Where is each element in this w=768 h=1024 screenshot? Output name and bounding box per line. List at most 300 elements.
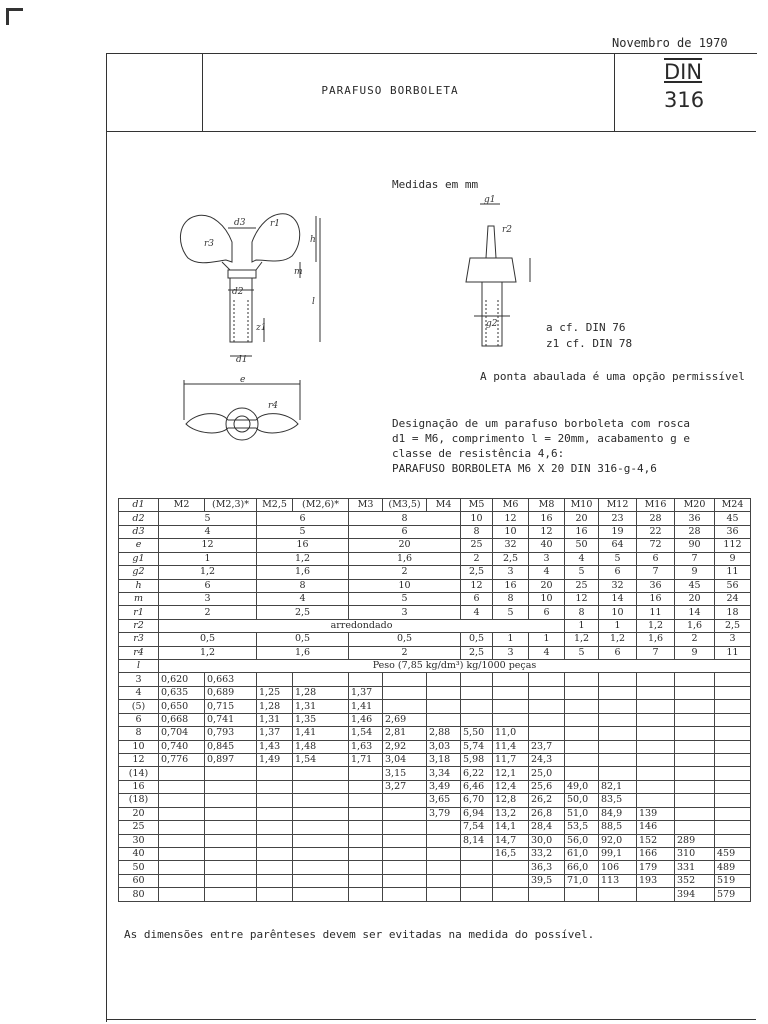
dimension-cell: 10 — [461, 512, 493, 525]
weight-cell — [293, 794, 349, 807]
dimension-cell: 23 — [599, 512, 637, 525]
dimension-cell: 12 — [159, 539, 257, 552]
weight-cell — [493, 874, 529, 887]
dimension-cell: 36 — [637, 579, 675, 592]
dimension-cell: 6 — [257, 512, 349, 525]
weight-cell: 331 — [675, 861, 715, 874]
size-header: M10 — [565, 499, 599, 512]
weight-cell: 1,46 — [349, 713, 383, 726]
document-title: PARAFUSO BORBOLETA — [321, 84, 459, 97]
label-r2: r2 — [502, 225, 513, 235]
dimension-cell: 22 — [637, 525, 675, 538]
weight-cell: 0,715 — [205, 700, 257, 713]
weight-cell — [427, 861, 461, 874]
weight-cell — [257, 821, 293, 834]
table-row — [119, 700, 751, 713]
weight-cell: 0,793 — [205, 727, 257, 740]
weight-cell — [565, 727, 599, 740]
dimension-cell: 20 — [565, 512, 599, 525]
dimension-cell: 2 — [159, 606, 257, 619]
size-header: M2 — [159, 499, 205, 512]
dimension-cell: 1,6 — [675, 619, 715, 632]
dimension-cell: 1,2 — [599, 633, 637, 646]
dimension-cell: 1,6 — [257, 646, 349, 659]
dimension-cell: 2 — [675, 633, 715, 646]
table-row — [119, 579, 751, 592]
dimension-cell: 5 — [349, 592, 461, 605]
weight-cell — [205, 794, 257, 807]
dimension-cell: 36 — [675, 512, 715, 525]
dimension-cell: 1,6 — [637, 633, 675, 646]
weight-cell — [257, 874, 293, 887]
row-symbol: d3 — [119, 525, 159, 538]
length-cell: 10 — [119, 740, 159, 753]
label-r4: r4 — [268, 401, 279, 411]
dimension-cell: 1,6 — [349, 552, 461, 565]
weight-cell — [675, 780, 715, 793]
dimension-cell: 16 — [565, 525, 599, 538]
table-row — [119, 807, 751, 820]
dimension-cell: arredondado — [159, 619, 565, 632]
table-row — [119, 794, 751, 807]
size-header: M4 — [427, 499, 461, 512]
weight-cell — [349, 821, 383, 834]
weight-cell — [159, 807, 205, 820]
length-cell: 60 — [119, 874, 159, 887]
label-g1: g1 — [484, 195, 496, 205]
size-header: M16 — [637, 499, 675, 512]
row-symbol: r4 — [119, 646, 159, 659]
dimension-cell: 3 — [493, 566, 529, 579]
weight-cell — [461, 847, 493, 860]
length-cell: (18) — [119, 794, 159, 807]
weight-cell — [599, 700, 637, 713]
length-cell: 40 — [119, 847, 159, 860]
weight-cell: 6,70 — [461, 794, 493, 807]
dimension-cell: 45 — [715, 512, 751, 525]
dimension-cell: 11 — [715, 646, 751, 659]
weight-cell — [715, 780, 751, 793]
label-d3: d3 — [234, 218, 246, 228]
dimension-cell: 12 — [461, 579, 493, 592]
weight-cell — [293, 874, 349, 887]
weight-cell: 11,0 — [493, 727, 529, 740]
row-symbol: e — [119, 539, 159, 552]
weight-cell — [493, 673, 529, 686]
weight-cell — [427, 847, 461, 860]
weight-cell: 5,74 — [461, 740, 493, 753]
dimension-cell: 11 — [715, 566, 751, 579]
label-d2: d2 — [232, 287, 244, 297]
dimension-cell: 5 — [493, 606, 529, 619]
row-symbol: g1 — [119, 552, 159, 565]
designation-line: d1 = M6, comprimento l = 20mm, acabamento g e — [392, 432, 691, 445]
weight-cell — [383, 673, 427, 686]
length-cell: 6 — [119, 713, 159, 726]
table-row — [119, 686, 751, 699]
weight-cell: 6,94 — [461, 807, 493, 820]
dimension-cell: 2,5 — [461, 646, 493, 659]
size-header: (M2,6)* — [293, 499, 349, 512]
table-row — [119, 660, 751, 673]
weight-cell: 3,49 — [427, 780, 461, 793]
weight-cell — [159, 834, 205, 847]
tip-note: A ponta abaulada é uma opção permissível — [480, 370, 745, 383]
weight-cell — [205, 780, 257, 793]
table-row — [119, 539, 751, 552]
dimension-cell: 10 — [493, 525, 529, 538]
table-row — [119, 727, 751, 740]
dimension-cell: 6 — [159, 579, 257, 592]
weight-cell: 193 — [637, 874, 675, 887]
dimension-cell: 6 — [599, 566, 637, 579]
weight-cell: 56,0 — [565, 834, 599, 847]
row-symbol: d2 — [119, 512, 159, 525]
weight-cell: 25,6 — [529, 780, 565, 793]
dimension-cell: 16 — [529, 512, 565, 525]
weight-cell: 53,5 — [565, 821, 599, 834]
weight-cell: 310 — [675, 847, 715, 860]
table-row — [119, 821, 751, 834]
weight-cell — [461, 700, 493, 713]
dimension-cell: 3 — [715, 633, 751, 646]
dimension-cell: 8 — [493, 592, 529, 605]
weight-cell — [675, 673, 715, 686]
din-number: 316 — [664, 88, 705, 112]
weight-cell — [637, 888, 675, 902]
weight-cell: 11,7 — [493, 754, 529, 767]
dimension-cell: 2 — [349, 566, 461, 579]
weight-cell: 1,41 — [293, 727, 349, 740]
dimension-cell: 8 — [349, 512, 461, 525]
weight-cell: 2,88 — [427, 727, 461, 740]
weight-cell — [383, 807, 427, 820]
weight-cell — [383, 821, 427, 834]
dimension-cell: 4 — [529, 566, 565, 579]
dimension-cell: 12 — [493, 512, 529, 525]
weight-cell — [461, 713, 493, 726]
weight-cell — [637, 727, 675, 740]
weight-cell — [293, 807, 349, 820]
weight-cell: 3,04 — [383, 754, 427, 767]
dimension-cell: 2,5 — [493, 552, 529, 565]
weight-cell — [461, 874, 493, 887]
weight-cell: 1,37 — [257, 727, 293, 740]
ref-din-78: z1 cf. DIN 78 — [546, 337, 633, 350]
label-h: h — [310, 235, 316, 245]
weight-cell: 489 — [715, 861, 751, 874]
weight-cell: 14,1 — [493, 821, 529, 834]
length-cell: 3 — [119, 673, 159, 686]
weight-cell: 1,35 — [293, 713, 349, 726]
weight-cell — [461, 686, 493, 699]
dimension-cell: 16 — [257, 539, 349, 552]
dimension-cell: 50 — [565, 539, 599, 552]
dimension-cell: 4 — [257, 592, 349, 605]
weight-cell — [675, 686, 715, 699]
weight-cell — [293, 767, 349, 780]
dimension-cell: 14 — [675, 606, 715, 619]
dimension-cell: 2,5 — [257, 606, 349, 619]
length-cell: 4 — [119, 686, 159, 699]
weight-cell: 3,65 — [427, 794, 461, 807]
table-row — [119, 552, 751, 565]
weight-cell: 12,1 — [493, 767, 529, 780]
size-header: M3 — [349, 499, 383, 512]
row-symbol: r1 — [119, 606, 159, 619]
dimension-cell: 6 — [349, 525, 461, 538]
weight-cell — [205, 767, 257, 780]
row-symbol: d1 — [119, 499, 159, 512]
weight-cell — [293, 834, 349, 847]
table-row — [119, 512, 751, 525]
weight-cell: 1,41 — [349, 700, 383, 713]
weight-cell — [257, 807, 293, 820]
weight-cell — [675, 727, 715, 740]
dimension-cell: 5 — [565, 646, 599, 659]
dimension-cell: 1,2 — [637, 619, 675, 632]
weight-cell: 1,28 — [257, 700, 293, 713]
dimension-table — [118, 498, 751, 902]
weight-cell: 0,704 — [159, 727, 205, 740]
label-r3: r3 — [204, 239, 215, 249]
dimension-cell: 1 — [493, 633, 529, 646]
dimension-cell: 8 — [257, 579, 349, 592]
length-cell: 8 — [119, 727, 159, 740]
dimension-cell: 18 — [715, 606, 751, 619]
dimension-cell: 7 — [637, 566, 675, 579]
weight-cell: 36,3 — [529, 861, 565, 874]
weight-cell: 5,98 — [461, 754, 493, 767]
weight-cell — [383, 794, 427, 807]
weight-cell — [349, 780, 383, 793]
weight-cell: 16,5 — [493, 847, 529, 860]
weight-cell — [349, 888, 383, 902]
ref-din-76: a cf. DIN 76 — [546, 321, 626, 334]
dimension-cell: 5 — [599, 552, 637, 565]
length-cell: 30 — [119, 834, 159, 847]
weight-cell — [599, 713, 637, 726]
weight-cell — [675, 754, 715, 767]
dimension-cell: 12 — [529, 525, 565, 538]
table-row — [119, 646, 751, 659]
dimension-cell: 9 — [675, 646, 715, 659]
weight-cell — [383, 874, 427, 887]
dimension-cell: 6 — [599, 646, 637, 659]
table-row — [119, 861, 751, 874]
dimension-cell: 16 — [493, 579, 529, 592]
weight-cell — [293, 673, 349, 686]
table-row — [119, 834, 751, 847]
weight-cell: 0,689 — [205, 686, 257, 699]
dimension-cell: 10 — [529, 592, 565, 605]
weight-cell: 0,740 — [159, 740, 205, 753]
weight-header: Peso (7,85 kg/dm³) kg/1000 peças — [159, 660, 751, 673]
row-symbol: l — [119, 660, 159, 673]
weight-cell — [427, 713, 461, 726]
weight-cell — [715, 727, 751, 740]
weight-cell: 3,18 — [427, 754, 461, 767]
weight-cell — [565, 713, 599, 726]
weight-cell — [715, 700, 751, 713]
dimension-cell: 0,5 — [349, 633, 461, 646]
weight-cell — [715, 834, 751, 847]
weight-cell: 179 — [637, 861, 675, 874]
table-row — [119, 606, 751, 619]
weight-cell: 66,0 — [565, 861, 599, 874]
weight-cell — [205, 874, 257, 887]
table-row — [119, 566, 751, 579]
weight-cell: 146 — [637, 821, 675, 834]
weight-cell: 106 — [599, 861, 637, 874]
dimension-cell: 3 — [349, 606, 461, 619]
weight-cell: 50,0 — [565, 794, 599, 807]
dimension-cell: 4 — [529, 646, 565, 659]
dimension-cell: 19 — [599, 525, 637, 538]
designation-line: Designação de um parafuso borboleta com rosca — [392, 417, 691, 430]
dimension-cell: 64 — [599, 539, 637, 552]
weight-cell — [599, 740, 637, 753]
table-row — [119, 673, 751, 686]
length-cell: 20 — [119, 807, 159, 820]
dimension-cell: 40 — [529, 539, 565, 552]
weight-cell: 30,0 — [529, 834, 565, 847]
weight-cell — [565, 754, 599, 767]
weight-cell — [349, 874, 383, 887]
weight-cell: 3,34 — [427, 767, 461, 780]
dimension-cell: 6 — [637, 552, 675, 565]
dimension-cell: 2,5 — [715, 619, 751, 632]
length-cell: 50 — [119, 861, 159, 874]
dimension-cell: 3 — [159, 592, 257, 605]
weight-cell: 82,1 — [599, 780, 637, 793]
weight-cell — [637, 686, 675, 699]
weight-cell — [349, 847, 383, 860]
weight-cell — [715, 807, 751, 820]
weight-cell — [675, 700, 715, 713]
dimension-cell: 4 — [159, 525, 257, 538]
weight-cell — [293, 821, 349, 834]
weight-cell: 1,43 — [257, 740, 293, 753]
weight-cell — [205, 834, 257, 847]
weight-cell: 7,54 — [461, 821, 493, 834]
size-header: (M3,5) — [383, 499, 427, 512]
weight-cell: 0,776 — [159, 754, 205, 767]
weight-cell — [383, 700, 427, 713]
dimension-cell: 7 — [637, 646, 675, 659]
weight-cell — [493, 888, 529, 902]
dimension-cell: 8 — [461, 525, 493, 538]
weight-cell: 0,897 — [205, 754, 257, 767]
dimension-cell: 0,5 — [257, 633, 349, 646]
weight-cell: 11,4 — [493, 740, 529, 753]
weight-cell — [565, 888, 599, 902]
table-row — [119, 874, 751, 887]
weight-cell — [565, 673, 599, 686]
din-label: DIN — [664, 60, 703, 84]
weight-cell: 39,5 — [529, 874, 565, 887]
weight-cell: 0,845 — [205, 740, 257, 753]
weight-cell: 26,8 — [529, 807, 565, 820]
size-header: M5 — [461, 499, 493, 512]
weight-cell — [257, 673, 293, 686]
weight-cell: 166 — [637, 847, 675, 860]
weight-cell: 1,54 — [293, 754, 349, 767]
dimension-cell: 20 — [675, 592, 715, 605]
weight-cell: 289 — [675, 834, 715, 847]
weight-cell — [675, 821, 715, 834]
dimension-cell: 2 — [461, 552, 493, 565]
table-row — [119, 499, 751, 512]
weight-cell — [599, 673, 637, 686]
designation-line: PARAFUSO BORBOLETA M6 X 20 DIN 316-g-4,6 — [392, 462, 657, 475]
dimension-cell: 9 — [675, 566, 715, 579]
dimension-cell: 2 — [349, 646, 461, 659]
weight-cell: 88,5 — [599, 821, 637, 834]
dimension-cell: 25 — [565, 579, 599, 592]
weight-cell — [205, 807, 257, 820]
dimension-cell: 4 — [461, 606, 493, 619]
dimension-cell: 1 — [565, 619, 599, 632]
length-cell: 25 — [119, 821, 159, 834]
weight-cell: 12,8 — [493, 794, 529, 807]
dimension-cell: 3 — [529, 552, 565, 565]
dimension-cell: 72 — [637, 539, 675, 552]
weight-cell — [565, 767, 599, 780]
weight-cell — [637, 700, 675, 713]
dimension-cell: 112 — [715, 539, 751, 552]
weight-cell: 26,2 — [529, 794, 565, 807]
weight-cell: 1,31 — [257, 713, 293, 726]
weight-cell — [715, 754, 751, 767]
dimension-cell: 1,6 — [257, 566, 349, 579]
weight-cell — [493, 861, 529, 874]
weight-cell — [205, 888, 257, 902]
table-row — [119, 740, 751, 753]
weight-cell — [205, 821, 257, 834]
label-d1: d1 — [236, 355, 248, 365]
weight-cell: 6,46 — [461, 780, 493, 793]
weight-cell — [637, 794, 675, 807]
dimension-cell: 1,2 — [159, 646, 257, 659]
weight-cell — [493, 713, 529, 726]
weight-cell — [599, 686, 637, 699]
weight-cell: 28,4 — [529, 821, 565, 834]
weight-cell — [383, 847, 427, 860]
weight-cell — [349, 807, 383, 820]
dimension-cell: 24 — [715, 592, 751, 605]
table-row — [119, 754, 751, 767]
weight-cell — [565, 686, 599, 699]
weight-cell — [349, 794, 383, 807]
dimension-cell: 20 — [349, 539, 461, 552]
weight-cell — [529, 673, 565, 686]
weight-cell — [529, 713, 565, 726]
label-g2: g2 — [486, 319, 498, 329]
weight-cell — [715, 713, 751, 726]
weight-cell: 83,5 — [599, 794, 637, 807]
weight-cell: 5,50 — [461, 727, 493, 740]
dimension-cell: 1,2 — [257, 552, 349, 565]
weight-cell — [529, 686, 565, 699]
weight-cell — [383, 888, 427, 902]
dimension-cell: 32 — [599, 579, 637, 592]
weight-cell — [427, 700, 461, 713]
weight-cell: 352 — [675, 874, 715, 887]
measure-note: Medidas em mm — [392, 178, 479, 191]
weight-cell: 1,31 — [293, 700, 349, 713]
dimension-cell: 6 — [461, 592, 493, 605]
